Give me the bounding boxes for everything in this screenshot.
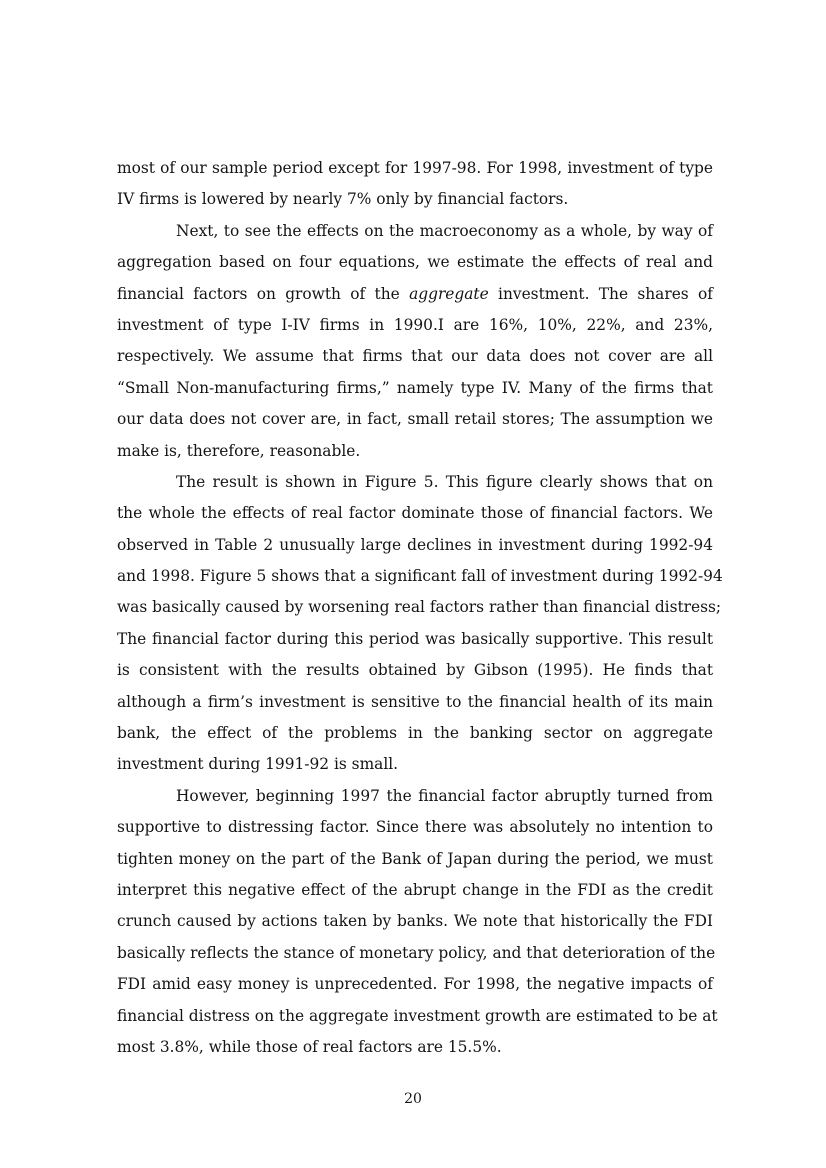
text-line: IV firms is lowered by nearly 7% only by financial factors.	[117, 190, 569, 209]
text-line: tighten money on the part of the Bank of Japan during the period, we must	[117, 849, 713, 868]
text-line: financial distress on the aggregate investment growth are estimated to be at	[117, 1006, 718, 1025]
paragraph	[117, 216, 713, 467]
text-line: “Small Non-manufacturing firms,” namely type IV. Many of the firms that	[117, 378, 713, 397]
text-line: financial factors on growth of the aggregate investment. The shares of	[117, 284, 713, 303]
text-line: respectively. We assume that firms that our data does not cover are all	[117, 347, 713, 366]
text-line: make is, therefore, reasonable.	[117, 441, 361, 460]
text-line: aggregation based on four equations, we estimate the effects of real and	[117, 253, 713, 272]
paragraph	[117, 781, 718, 1064]
text-line: is consistent with the results obtained by Gibson (1995). He finds that	[117, 661, 713, 680]
text-line: was basically caused by worsening real factors rather than financial distress;	[117, 598, 722, 617]
text-line: most of our sample period except for 1997-98. For 1998, investment of type	[117, 159, 713, 177]
text-line: crunch caused by actions taken by banks. We note that historically the FDI	[117, 912, 713, 931]
text-line: and 1998. Figure 5 shows that a significant fall of investment during 1992-94	[117, 567, 723, 586]
text-line: the whole the effects of real factor dominate those of financial factors. We	[117, 504, 713, 523]
text-line: supportive to distressing factor. Since there was absolutely no intention to	[117, 818, 713, 837]
text-line: Next, to see the effects on the macroeconomy as a whole, by way of	[176, 221, 713, 240]
body-text	[117, 153, 723, 1063]
text-line: most 3.8%, while those of real factors are 15.5%.	[117, 1037, 502, 1056]
emphasis: aggregate	[409, 284, 489, 303]
text-line: investment of type I-IV firms in 1990.I are 16%, 10%, 22%, and 23%,	[117, 315, 713, 334]
text-line: basically reflects the stance of monetary policy, and that deterioration of the	[117, 943, 716, 962]
text-line: However, beginning 1997 the financial factor abruptly turned from	[176, 786, 713, 805]
text-line: FDI amid easy money is unprecedented. For 1998, the negative impacts of	[117, 975, 713, 994]
text-line: investment during 1991-92 is small.	[117, 755, 399, 774]
paragraph	[117, 153, 713, 216]
paragraph	[117, 467, 723, 781]
text-line: The result is shown in Figure 5. This figure clearly shows that on	[176, 472, 713, 491]
text-line: observed in Table 2 unusually large declines in investment during 1992-94	[117, 535, 713, 554]
text-line: interpret this negative effect of the abrupt change in the FDI as the credit	[117, 880, 713, 899]
page-number: 20	[404, 1091, 422, 1107]
text-line: bank, the effect of the problems in the banking sector on aggregate	[117, 724, 713, 743]
text-line: our data does not cover are, in fact, small retail stores; The assumption we	[117, 410, 713, 429]
text-line: The financial factor during this period was basically supportive. This result	[117, 629, 713, 648]
text-line: although a firm’s investment is sensitive to the financial health of its main	[117, 692, 713, 711]
